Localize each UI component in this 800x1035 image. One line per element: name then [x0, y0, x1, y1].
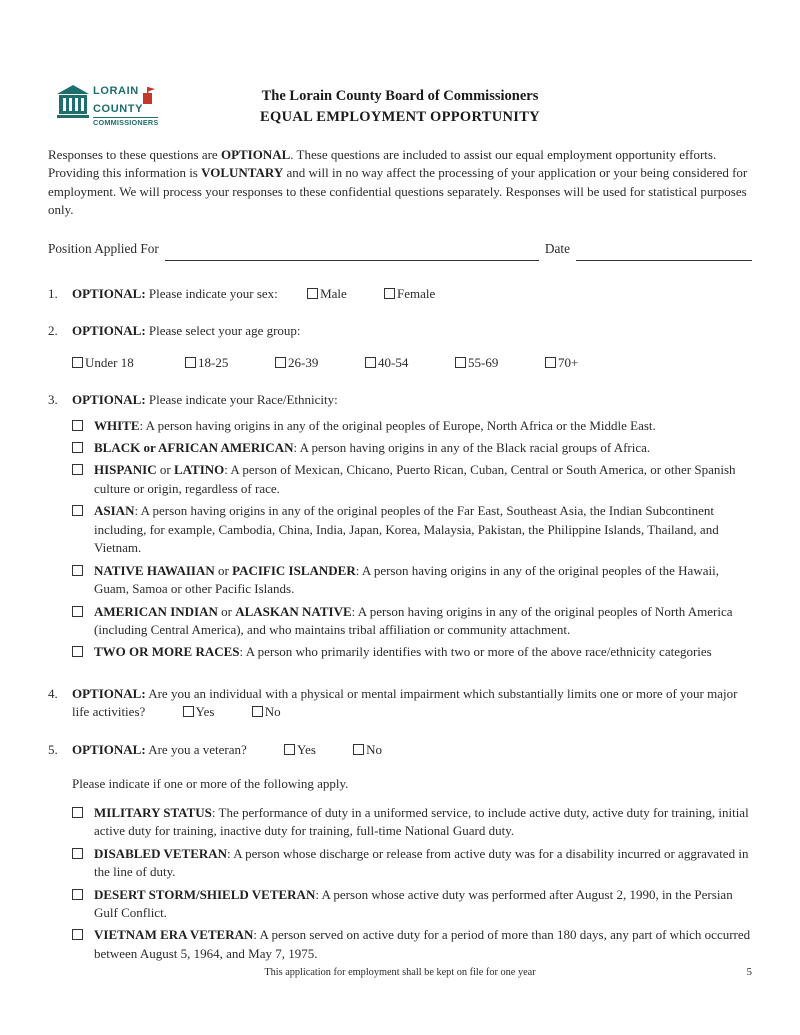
logo-line-3: COMMISSIONERS [93, 117, 159, 127]
veteran-option-no[interactable]: No [353, 742, 382, 757]
position-applied-for-label: Position Applied For [48, 240, 159, 256]
question-5-text: Are you a veteran? [148, 741, 247, 757]
question-5-body [72, 741, 752, 968]
native-hawaiian-pacific-islander-checkbox[interactable] [72, 565, 83, 576]
age-under-18-checkbox[interactable] [72, 357, 83, 368]
document-title: The Lorain County Board of Commissioners [261, 88, 539, 104]
age-70-plus-checkbox[interactable] [545, 357, 556, 368]
question-4-optional-label: OPTIONAL: [72, 685, 146, 701]
question-3-number: 3. [48, 392, 58, 408]
age-55-69-checkbox[interactable] [455, 357, 466, 368]
desert-storm-shield-checkbox[interactable] [72, 889, 83, 900]
question-5-number: 5. [48, 741, 58, 757]
date-input-line[interactable] [576, 240, 752, 261]
age-option-under-18[interactable]: Under 18 [72, 354, 185, 372]
question-3-body [72, 391, 752, 666]
logo-text [93, 80, 158, 126]
courthouse-icon [56, 80, 90, 122]
vietnam-era-checkbox[interactable] [72, 929, 83, 940]
impairment-option-no[interactable]: No [252, 704, 281, 719]
document-header [48, 80, 752, 130]
question-3-optional-label: OPTIONAL: [72, 392, 146, 408]
question-4-body [72, 685, 752, 722]
female-label: Female [397, 285, 436, 301]
race-option-white: WHITE: A person having origins in any of the original peoples of Europe, North Africa or the Middle East. [72, 417, 752, 435]
age-18-25-checkbox[interactable] [185, 357, 196, 368]
age-option-40-54[interactable]: 40-54 [365, 354, 455, 372]
veteran-option-military-status: MILITARY STATUS: The performance of duty in a uniformed service, to include active duty, active duty for training, initial active duty for training, inactive duty for training, full-time National Guard duty. [72, 804, 752, 841]
veteran-option-yes[interactable]: Yes [284, 742, 316, 757]
race-option-hispanic-latino: HISPANIC or LATINO: A person of Mexican, Chicano, Puerto Rican, Cuban, Central or South America, or other Spanish culture or origin, regardless of race. [72, 461, 752, 498]
race-option-two-or-more-races: TWO OR MORE RACES: A person who primarily identifies with two or more of the above race/ethnicity categories [72, 643, 752, 661]
female-checkbox[interactable] [384, 288, 395, 299]
veteran-sub-instruction: Please indicate if one or more of the following apply. [72, 776, 349, 792]
intro-paragraph: Responses to these questions are OPTIONAL. These questions are included to assist our equal employment opportunity efforts. Providing this information is VOLUNTARY and will in no way affect the processing of your application or your being considered for employment. We will process your responses to these confidential questions separately. Responses will be used for statistical purposes only. [48, 147, 748, 218]
veteran-option-disabled-veteran: DISABLED VETERAN: A person whose discharge or release from active duty was for a disability incurred or aggravated in the line of duty. [72, 845, 752, 882]
question-1-number: 1. [48, 285, 58, 301]
page-number: 5 [746, 966, 752, 979]
impairment-no-checkbox[interactable] [252, 706, 263, 717]
sex-option-female[interactable] [384, 286, 435, 301]
question-4-number: 4. [48, 685, 58, 701]
page-footer [48, 966, 752, 981]
black-african-american-checkbox[interactable] [72, 442, 83, 453]
age-options-row [72, 354, 752, 372]
veteran-option-vietnam-era: VIETNAM ERA VETERAN: A person served on active duty for a period of more than 180 days, any part of which occurred between August 5, 1964, and May 7, 1975. [72, 926, 752, 963]
age-26-39-checkbox[interactable] [275, 357, 286, 368]
race-option-american-indian-alaskan-native: AMERICAN INDIAN or ALASKAN NATIVE: A person having origins in any of the original peoples of North America (including Central America), and who maintains tribal affiliation or community attachment. [72, 603, 752, 640]
age-option-70-plus[interactable]: 70+ [545, 354, 578, 372]
question-2-text: Please select your age group: [148, 323, 301, 339]
question-2-age-group [48, 322, 752, 372]
sex-option-male[interactable] [307, 286, 347, 301]
age-40-54-checkbox[interactable] [365, 357, 376, 368]
question-2-number: 2. [48, 323, 58, 339]
disabled-veteran-checkbox[interactable] [72, 848, 83, 859]
question-4-impairment [48, 685, 752, 722]
age-option-26-39[interactable]: 26-39 [275, 354, 365, 372]
asian-checkbox[interactable] [72, 505, 83, 516]
position-date-line [48, 240, 752, 261]
lorain-county-logo [56, 80, 158, 126]
logo-line-2: COUNTY [93, 103, 144, 115]
race-option-native-hawaiian-pacific-islander: NATIVE HAWAIIAN or PACIFIC ISLANDER: A person having origins in any of the original peoples of the Hawaii, Guam, Samoa or other Pacific Islands. [72, 562, 752, 599]
male-checkbox[interactable] [307, 288, 318, 299]
question-1-text: Please indicate your sex: [148, 285, 278, 301]
question-3-race-ethnicity [48, 391, 752, 666]
white-checkbox[interactable] [72, 420, 83, 431]
question-2-optional-label: OPTIONAL: [72, 323, 146, 339]
question-5-optional-label: OPTIONAL: [72, 741, 146, 757]
logo-line-1: LORAIN [93, 85, 139, 97]
question-4-text: Are you an individual with a physical or mental impairment which substantially limits one or more of your major life activities? [72, 685, 738, 720]
date-label: Date [544, 240, 570, 256]
hispanic-latino-checkbox[interactable] [72, 464, 83, 475]
veteran-no-checkbox[interactable] [353, 744, 364, 755]
red-building-icon [141, 86, 155, 104]
age-option-55-69[interactable]: 55-69 [455, 354, 545, 372]
question-2-body [72, 322, 752, 372]
position-applied-for-input-line[interactable] [165, 240, 539, 261]
question-1-body [72, 285, 752, 303]
footer-note: This application for employment shall be kept on file for one year [264, 967, 536, 979]
impairment-yes-checkbox[interactable] [183, 706, 194, 717]
age-option-18-25[interactable]: 18-25 [185, 354, 275, 372]
question-5-veteran [48, 741, 752, 968]
american-indian-alaskan-native-checkbox[interactable] [72, 606, 83, 617]
military-status-checkbox[interactable] [72, 807, 83, 818]
question-3-text: Please indicate your Race/Ethnicity: [148, 392, 338, 408]
veteran-options-list [72, 804, 752, 964]
race-option-black-african-american: BLACK or AFRICAN AMERICAN: A person having origins in any of the Black racial groups of Africa. [72, 439, 752, 457]
race-option-asian: ASIAN: A person having origins in any of the original peoples of the Far East, Southeast Asia, the Indian Subcontinent including, for example, Cambodia, China, India, Japan, Korea, Malaysia, Pakistan, the Philippine Islands, Thailand, and Vietnam. [72, 502, 752, 557]
impairment-option-yes[interactable]: Yes [183, 704, 215, 719]
question-1-optional-label: OPTIONAL: [72, 285, 146, 301]
veteran-option-desert-storm-shield: DESERT STORM/SHIELD VETERAN: A person whose active duty was performed after August 2, 1990, in the Persian Gulf Conflict. [72, 886, 752, 923]
veteran-yes-checkbox[interactable] [284, 744, 295, 755]
question-1-sex [48, 285, 752, 303]
male-label: Male [320, 285, 347, 301]
document-subtitle: EQUAL EMPLOYMENT OPPORTUNITY [260, 108, 540, 125]
two-or-more-races-checkbox[interactable] [72, 646, 83, 657]
race-options-list [72, 417, 752, 662]
